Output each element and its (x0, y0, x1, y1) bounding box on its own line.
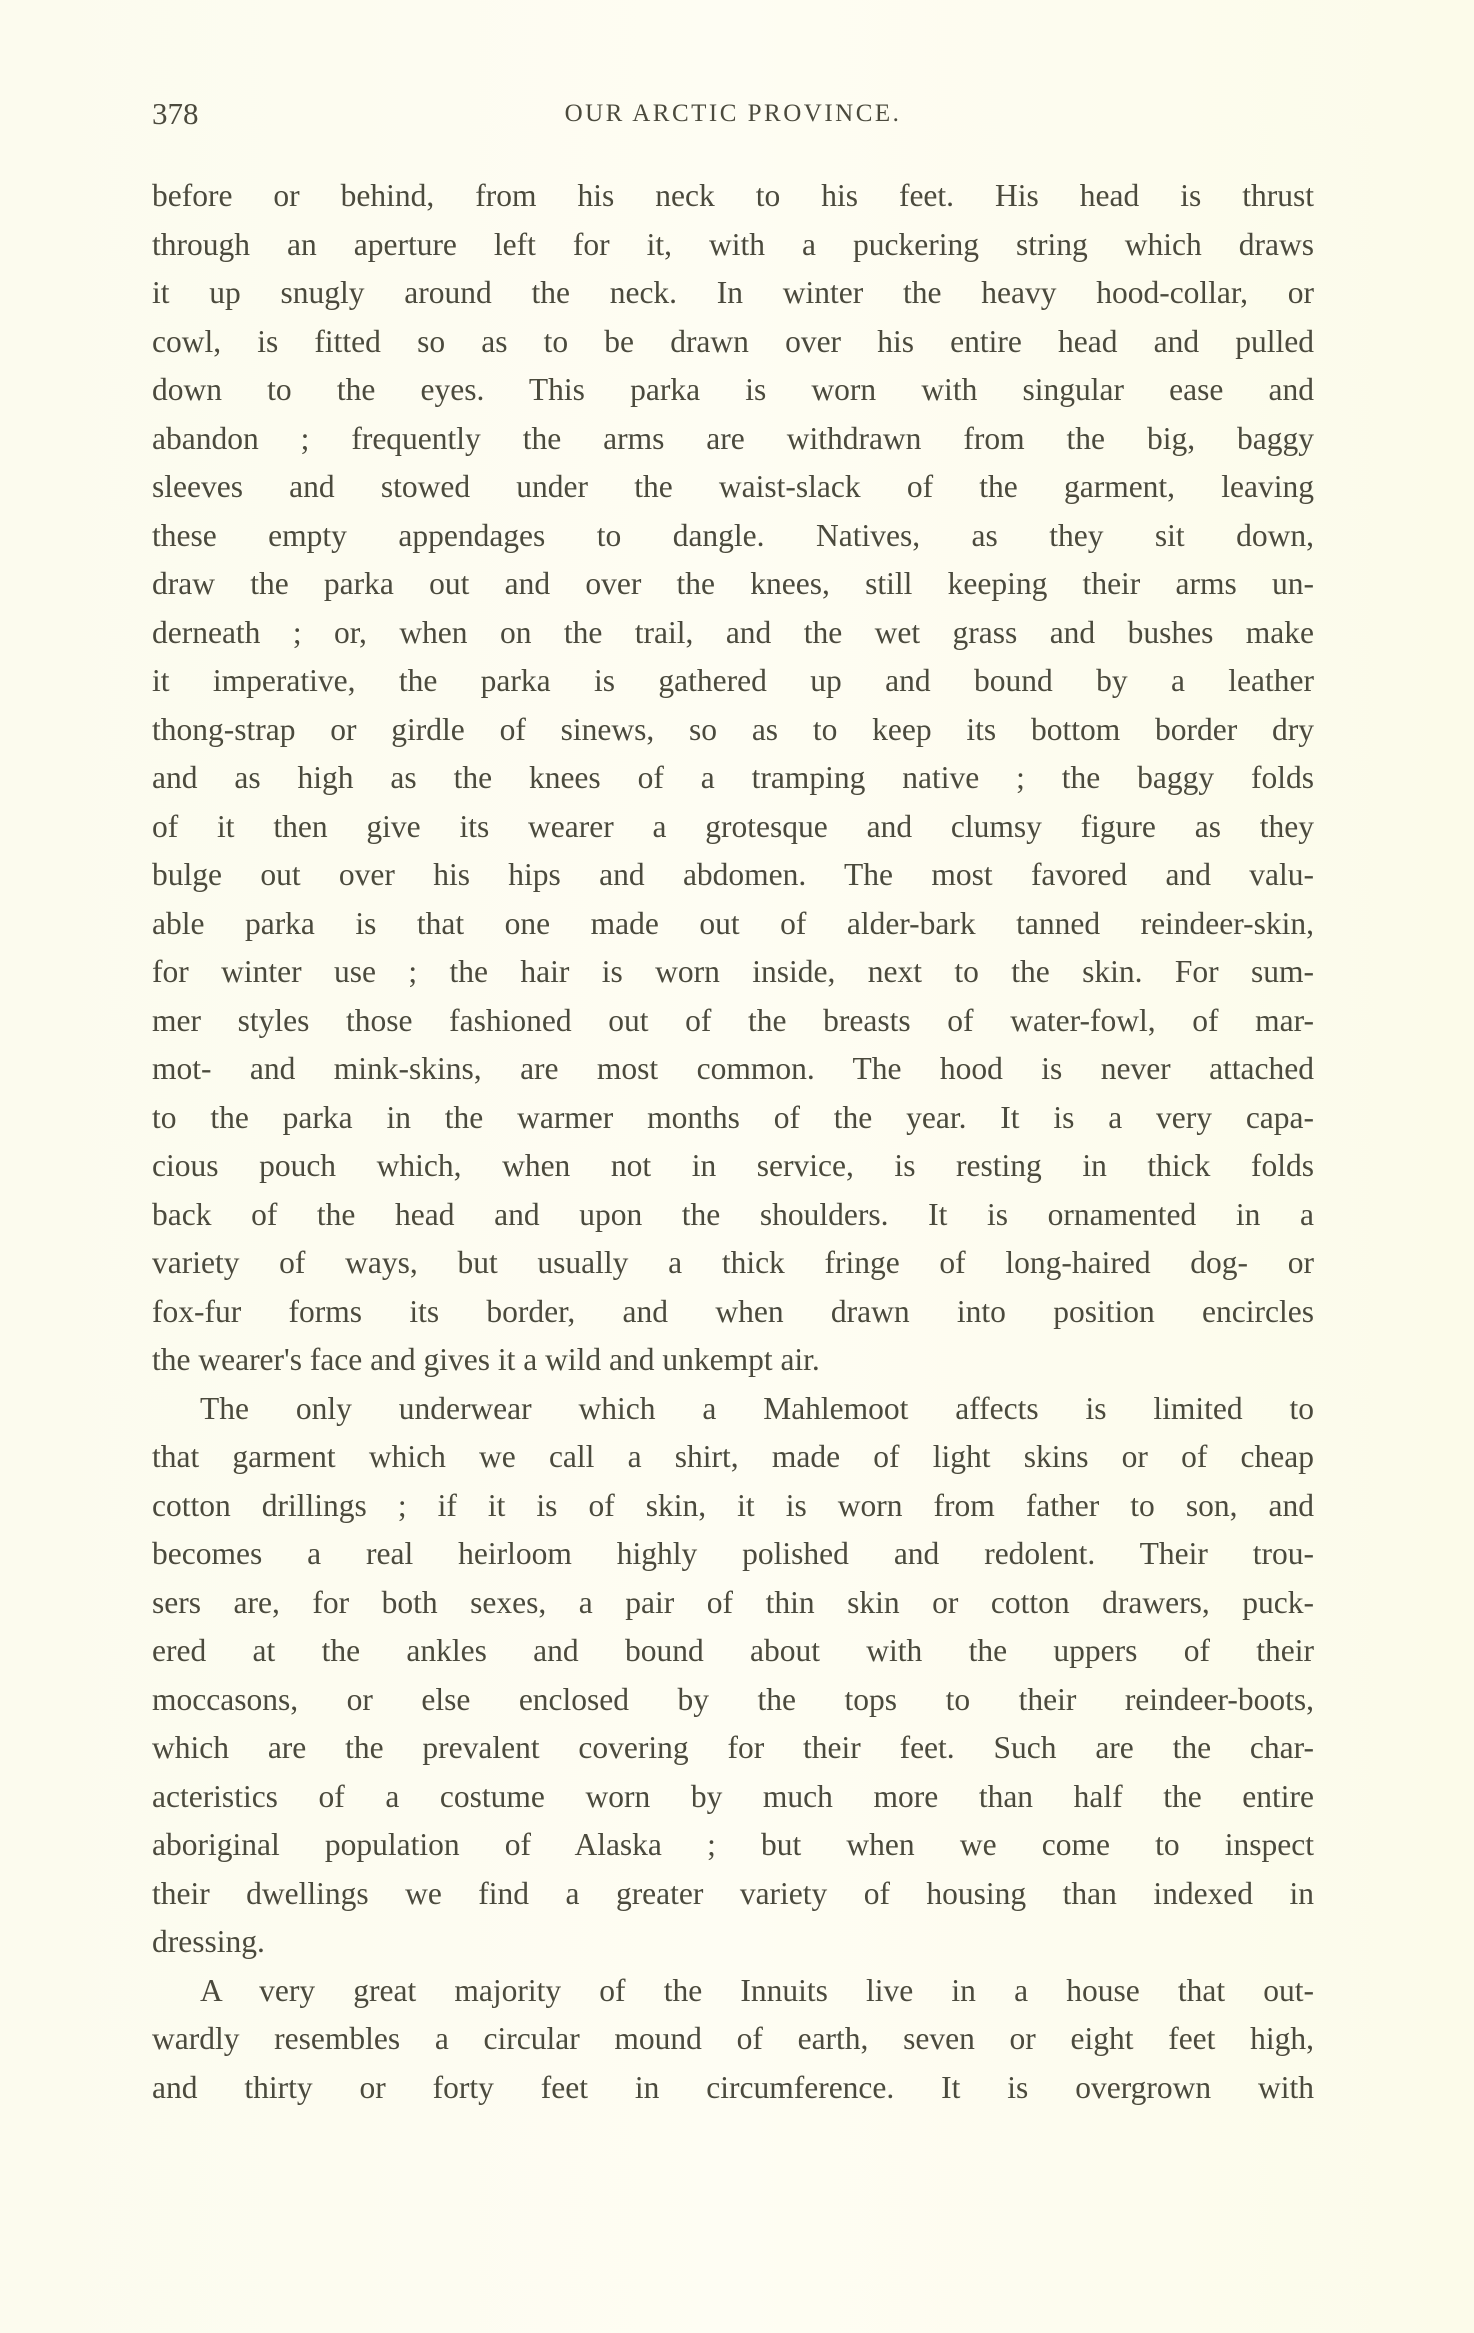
text-line: the wearer's face and gives it a wild and unkempt air. (152, 1342, 820, 1377)
text-line: abandon ; frequently the arms are withdrawn from the big, baggy (152, 420, 1314, 456)
text-line: cowl, is fitted so as to be drawn over his entire head and pulled (152, 323, 1314, 359)
text-line: to the parka in the warmer months of the year. It is a very capa- (152, 1099, 1314, 1135)
running-title: OUR ARCTIC PROVINCE. (564, 100, 902, 127)
text-line: these empty appendages to dangle. Natives, as they sit down, (152, 517, 1314, 553)
text-line: acteristics of a costume worn by much more than half the entire (152, 1778, 1314, 1814)
text-line: cotton drillings ; if it is of skin, it is worn from father to son, and (152, 1487, 1314, 1523)
text-line: for winter use ; the hair is worn inside, next to the skin. For sum- (152, 954, 1314, 989)
text-line: mot- and mink-skins, are most common. The hood is never attached (152, 1051, 1314, 1086)
text-line: The only underwear which a Mahlemoot affects is limited to (200, 1390, 1314, 1426)
text-line: which are the prevalent covering for their feet. Such are the char- (152, 1730, 1314, 1765)
text-line: it imperative, the parka is gathered up and bound by a leather (152, 663, 1314, 698)
text-line: derneath ; or, when on the trail, and the wet grass and bushes make (152, 614, 1314, 650)
text-line: fox-fur forms its border, and when drawn into position encircles (152, 1293, 1314, 1329)
text-line: their dwellings we find a greater variety of housing than indexed in (152, 1875, 1314, 1911)
text-line: through an aperture left for it, with a puckering string which draws (152, 226, 1314, 262)
text-line: draw the parka out and over the knees, still keeping their arms un- (152, 566, 1314, 601)
text-line: back of the head and upon the shoulders. It is ornamented in a (152, 1196, 1314, 1232)
text-line: that garment which we call a shirt, made of light skins or of cheap (152, 1439, 1314, 1474)
text-line: and thirty or forty feet in circumference. It is overgrown with (152, 2069, 1314, 2105)
text-line: down to the eyes. This parka is worn with singular ease and (152, 372, 1314, 407)
text-line: moccasons, or else enclosed by the tops to their reindeer-boots, (152, 1681, 1314, 1717)
text-line: mer styles those fashioned out of the breasts of water-fowl, of mar- (152, 1002, 1314, 1038)
text-line: sleeves and stowed under the waist-slack of the garment, leaving (152, 469, 1314, 504)
text-line: A very great majority of the Innuits live in a house that out- (200, 1972, 1314, 2008)
text-line: before or behind, from his neck to his feet. His head is thrust (152, 178, 1314, 213)
text-line: cious pouch which, when not in service, is resting in thick folds (152, 1148, 1314, 1183)
running-head (152, 96, 1314, 136)
page-number: 378 (152, 96, 199, 131)
text-line: and as high as the knees of a tramping native ; the baggy folds (152, 760, 1314, 795)
text-line: ered at the ankles and bound about with the uppers of their (152, 1633, 1314, 1668)
text-line: variety of ways, but usually a thick fringe of long-haired dog- or (152, 1245, 1314, 1280)
text-line: bulge out over his hips and abdomen. The most favored and valu- (152, 857, 1314, 892)
text-line: it up snugly around the neck. In winter the heavy hood-collar, or (152, 275, 1314, 310)
text-line: of it then give its wearer a grotesque and clumsy figure as they (152, 808, 1314, 844)
text-line: dressing. (152, 1924, 265, 1959)
text-line: thong-strap or girdle of sinews, so as to keep its bottom border dry (152, 711, 1314, 747)
body-text (152, 172, 1314, 2112)
text-line: becomes a real heirloom highly polished and redolent. Their trou- (152, 1536, 1314, 1571)
text-line: wardly resembles a circular mound of earth, seven or eight feet high, (152, 2021, 1314, 2056)
text-line: sers are, for both sexes, a pair of thin skin or cotton drawers, puck- (152, 1584, 1314, 1620)
text-line: aboriginal population of Alaska ; but when we come to inspect (152, 1827, 1314, 1862)
text-line: able parka is that one made out of alder-bark tanned reindeer-skin, (152, 905, 1314, 941)
